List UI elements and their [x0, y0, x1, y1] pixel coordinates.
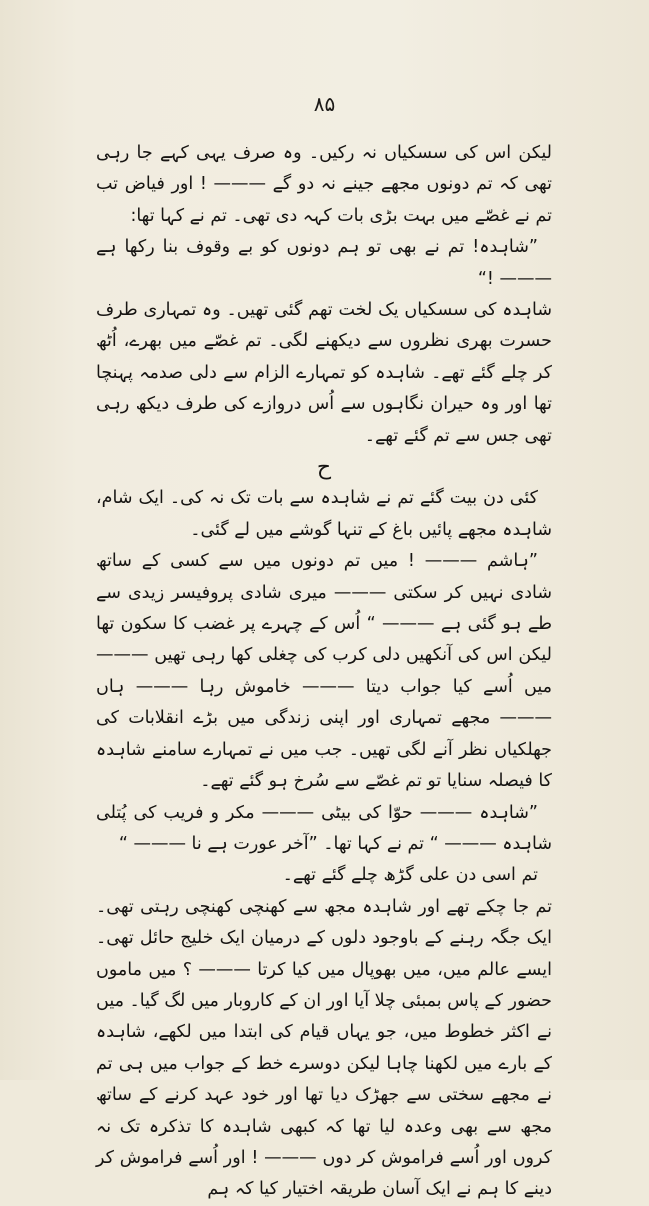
paragraph-4: کئی دن بیت گئے تم نے شاہدہ سے بات تک نہ کی۔ ایک شام، شاہدہ مجھے پائیں باغ کے تنہا گوشے میں لے گئی۔ [96, 488, 552, 540]
paragraph-7: تم اسی دن علی گڑھ چلے گئے تھے۔ [282, 865, 538, 886]
paragraph-1: لیکن اس کی سسکیاں نہ رکیں۔ وہ صرف یہی کہے جا رہی تھی کہ تم دونوں مجھے جینے نہ دو گے ——— ! اور فیاض تب تم نے غصّے میں بہت بڑی بات کہہ دی تھی۔ تم نے کہا تھا: [96, 143, 552, 226]
paragraph-5: ”ہاشم ——— ! میں تم دونوں میں سے کسی کے ساتھ شادی نہیں کر سکتی ——— میری شادی پروفیسر زیدی سے طے ہو گئی ہے ——— “ اُس کے چہرے پر غضب کا سکون تھا لیکن اس کی آنکھیں دلی کرب کی چغلی کھا رہی تھیں ——— میں اُسے کیا جواب دیتا ——— خاموش رہا ——— ہاں ——— مجھے تمہاری اور اپنی زندگی میں بڑے انقلابات کی جھلکیاں نظر آنے لگی تھیں۔ جب میں نے تمہارے سامنے شاہدہ کا فیصلہ سنایا تو تم غصّے سے سُرخ ہو گئے تھے۔ [96, 551, 552, 792]
paragraph-3: شاہدہ کی سسکیاں یک لخت تھم گئی تھیں۔ وہ تمہاری طرف حسرت بھری نظروں سے دیکھنے لگی۔ تم غصّے میں بھرے، اُٹھ کر چلے گئے تھے۔ شاہدہ کو تمہارے الزام سے دلی صدمہ پہنچا تھا اور وہ حیران نگاہوں سے اُس دروازے کی طرف دیکھ رہی تھی جس سے تم گئے تھے۔ [96, 300, 552, 446]
paragraph-6: ”شاہدہ ——— حوّا کی بیٹی ——— مکر و فریب کی پُتلی شاہدہ ——— “ تم نے کہا تھا۔ ”آخر عورت ہے نا ——— “ [96, 802, 552, 854]
page-number: ۸۵ [313, 92, 336, 116]
section-break-mark: ح [316, 455, 332, 481]
paragraph-2: ”شاہدہ! تم نے بھی تو ہم دونوں کو بے وقوف بنا رکھا ہے ——— !“ [96, 237, 552, 289]
body-text [96, 138, 552, 1206]
paragraph-8: تم جا چکے تھے اور شاہدہ مجھ سے کھنچی کھنچی رہتی تھی۔ ایک جگہ رہنے کے باوجود دلوں کے درمیان ایک خلیج حائل تھی۔ ایسے عالم میں، میں بھوپال میں کیا کرتا ——— ؟ میں ماموں حضور کے پاس بمبئی چلا آیا اور ان کے کاروبار میں لگ گیا۔ میں نے اکثر خطوط میں، جو یہاں قیام کی ابتدا میں لکھے، شاہدہ کے بارے میں لکھنا چاہا لیکن دوسرے خط کے جواب میں ہی تم نے مجھے سختی سے جھڑک دیا تھا اور خود عہد کرنے کے ساتھ مجھ سے بھی وعدہ لیا تھا کہ کبھی شاہدہ کا تذکرہ تک نہ کروں اور اُسے فراموش کر دوں ——— ! اور اُسے فراموش کر دینے کا ہم نے ایک آسان طریقہ اختیار کیا کہ ہم [96, 896, 552, 1200]
